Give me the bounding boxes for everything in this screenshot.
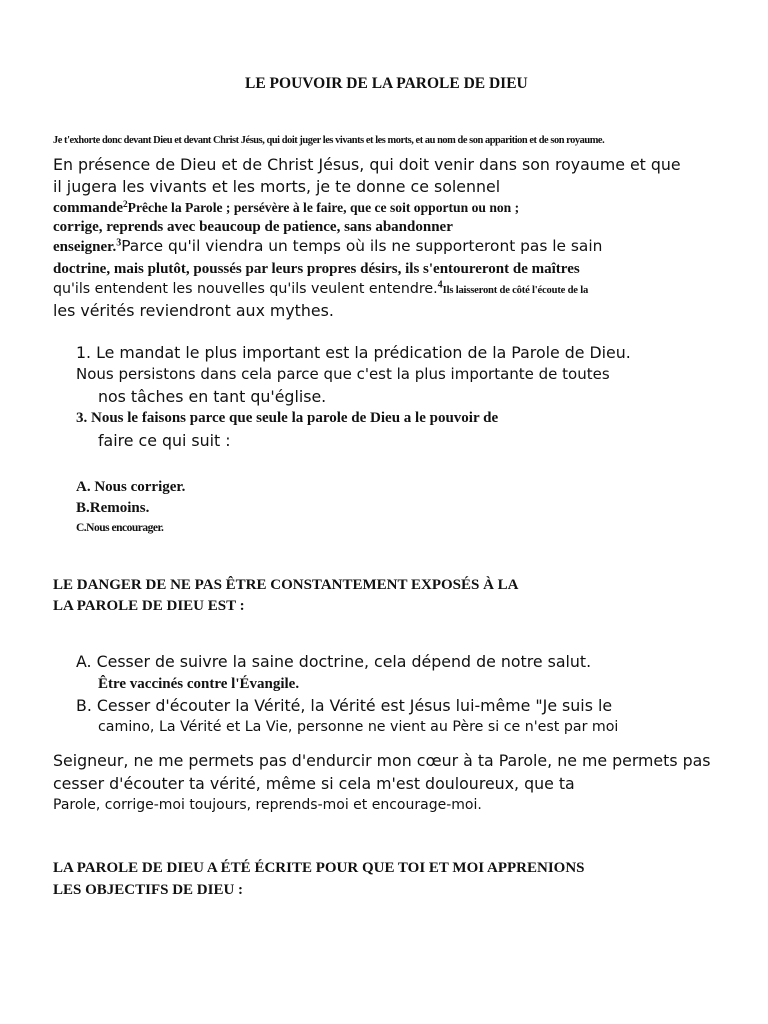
list-item-a: A. Nous corriger. — [76, 479, 186, 495]
numbered-item-3: 3. Nous le faisons parce que seule la parole de Dieu a le pouvoir de — [76, 410, 499, 426]
danger-item-a: A. Cesser de suivre la saine doctrine, cela dépend de notre salut. — [76, 652, 592, 671]
text-segment: Parce qu'il viendra un temps où ils ne supporteront pas le sain — [121, 237, 603, 255]
section-heading: LA PAROLE DE DIEU EST : — [53, 598, 245, 614]
text-segment: Prêche la Parole ; persévère à le faire, que ce soit opportun ou non ; — [127, 200, 520, 215]
paragraph-line: les vérités reviendront aux mythes. — [53, 301, 334, 320]
prayer-line: Parole, corrige-moi toujours, reprends-moi et encourage-moi. — [53, 797, 482, 813]
paragraph-line: En présence de Dieu et de Christ Jésus, qui doit venir dans son royaume et que — [53, 155, 681, 174]
danger-item-b-cont: camino, La Vérité et La Vie, personne ne vient au Père si ce n'est par moi — [98, 719, 619, 735]
paragraph-line — [53, 200, 519, 217]
paragraph-line — [53, 238, 602, 256]
list-item-b: B.Remoins. — [76, 500, 150, 516]
list-item-c: C.Nous encourager. — [76, 522, 164, 534]
paragraph-line: il jugera les vivants et les morts, je te donne ce solennel — [53, 177, 501, 196]
text-segment: qu'ils entendent les nouvelles qu'ils veulent entendre. — [53, 281, 438, 297]
numbered-item-3-cont: faire ce qui suit : — [98, 431, 231, 450]
intro-verse: Je t'exhorte donc devant Dieu et devant Christ Jésus, qui doit juger les vivants et les morts, et au nom de son apparition et de son royaume. — [53, 135, 605, 146]
page-title: LE POUVOIR DE LA PAROLE DE DIEU — [245, 75, 528, 92]
text-segment: Ils laisseront de côté l'écoute de la — [442, 285, 589, 296]
danger-item-b: B. Cesser d'écouter la Vérité, la Vérité est Jésus lui-même "Je suis le — [76, 696, 613, 715]
danger-item-a-sub: Être vaccinés contre l'Évangile. — [98, 676, 300, 692]
verse-number: 4 — [437, 279, 443, 291]
paragraph-line: corrige, reprends avec beaucoup de patience, sans abandonner — [53, 219, 453, 235]
verse-number: 2 — [123, 199, 128, 210]
prayer-line: Seigneur, ne me permets pas d'endurcir mon cœur à ta Parole, ne me permets pas — [53, 751, 711, 770]
section-heading: LA PAROLE DE DIEU A ÉTÉ ÉCRITE POUR QUE TOI ET MOI APPRENIONS — [53, 860, 585, 876]
text-segment: commande — [53, 200, 123, 216]
text-segment: enseigner. — [53, 239, 117, 255]
section-heading: LE DANGER DE NE PAS ÊTRE CONSTANTEMENT EXPOSÉS À LA — [53, 577, 519, 593]
paragraph-line — [53, 280, 588, 298]
prayer-line: cesser d'écouter ta vérité, même si cela m'est douloureux, que ta — [53, 774, 575, 793]
numbered-item-1-cont: nos tâches en tant qu'église. — [98, 387, 327, 406]
section-heading: LES OBJECTIFS DE DIEU : — [53, 882, 244, 898]
verse-number: 3 — [116, 237, 122, 249]
numbered-item-1: 1. Le mandat le plus important est la prédication de la Parole de Dieu. — [76, 343, 631, 362]
paragraph-line: doctrine, mais plutôt, poussés par leurs propres désirs, ils s'entoureront de maîtres — [53, 261, 580, 277]
numbered-item-1-cont: Nous persistons dans cela parce que c'est la plus importante de toutes — [76, 365, 610, 383]
